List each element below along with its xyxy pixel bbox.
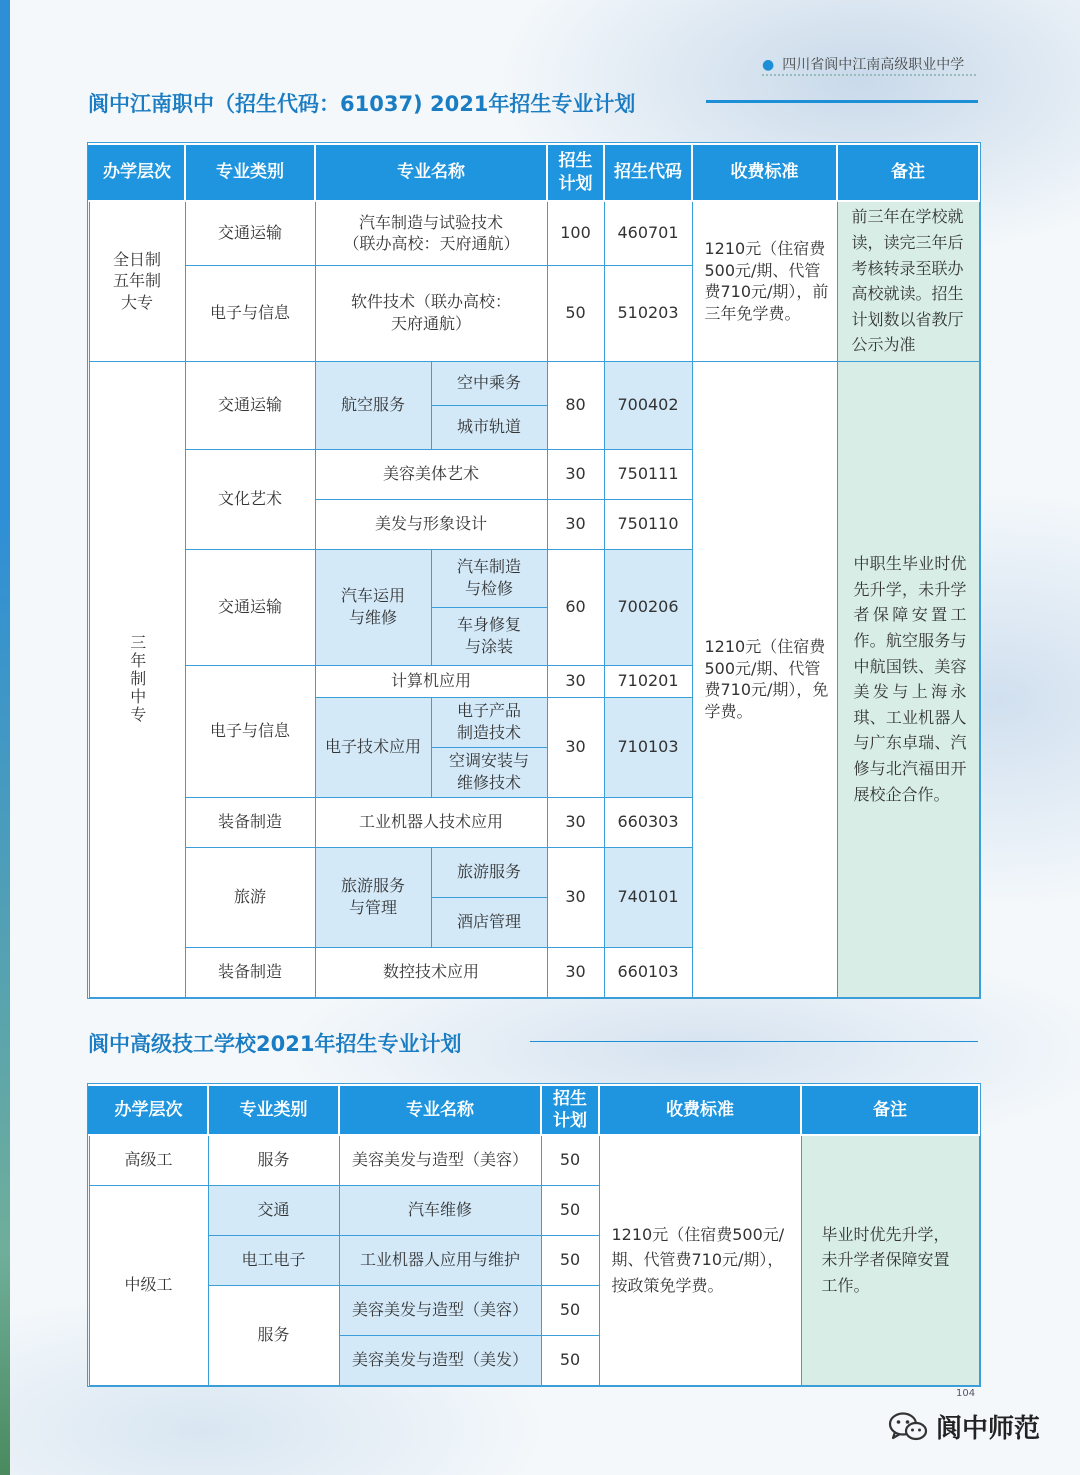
- name-cell: 美容美发与造型（美容）: [339, 1285, 541, 1335]
- plan-cell: 60: [547, 549, 604, 665]
- category-cell: 服务: [208, 1285, 339, 1385]
- category-cell: 电子与信息: [185, 665, 315, 797]
- name-cell: 美容美发与造型（美容）: [339, 1135, 541, 1185]
- school-header: [762, 54, 964, 74]
- plan-cell: 50: [541, 1135, 599, 1185]
- col-plan-top: 招生: [558, 151, 593, 172]
- level-cell: 高级工: [89, 1135, 208, 1185]
- col-category: 专业类别: [208, 1085, 339, 1135]
- section1-title: 阆中江南职中（招生代码：61037) 2021年招生专业计划: [88, 92, 636, 116]
- col-plan: [541, 1085, 599, 1135]
- name-cell: 汽车维修: [339, 1185, 541, 1235]
- code-cell: 460701: [604, 201, 692, 265]
- note-cell: 毕业时优先升学，未升学者保障安置工作。: [801, 1135, 979, 1385]
- major-cell: 电子技术应用: [315, 697, 431, 797]
- plan-cell: 50: [541, 1335, 599, 1385]
- fee-cell: 1210元（住宿费500元/期、代管费710元/期），前三年免学费。: [692, 201, 837, 361]
- level-cell: 全日制五年制大专: [89, 201, 185, 361]
- level-cell: 三年制中专: [89, 361, 185, 998]
- code-cell: 750111: [604, 449, 692, 499]
- category-cell: 电工电子: [208, 1235, 339, 1285]
- col-category: 专业类别: [185, 144, 315, 201]
- section2-header-row: [89, 1085, 979, 1135]
- brand-name: 阆中师范: [936, 1414, 1041, 1444]
- category-cell: 文化艺术: [185, 449, 315, 549]
- plan-cell: 30: [547, 449, 604, 499]
- section1-header-row: [89, 144, 979, 201]
- sub-cell: 电子产品制造技术: [431, 697, 547, 747]
- left-edge-strip: [0, 0, 10, 1475]
- col-plan-top: 招生: [553, 1088, 587, 1109]
- code-cell: 710103: [604, 697, 692, 797]
- sub-cell: 空中乘务: [431, 361, 547, 405]
- col-fee: 收费标准: [599, 1085, 801, 1135]
- major-cell: 汽车运用与维修: [315, 549, 431, 665]
- plan-cell: 30: [547, 697, 604, 797]
- plan-cell: 100: [547, 201, 604, 265]
- major-cell: 旅游服务与管理: [315, 847, 431, 947]
- section1-rule: [706, 100, 978, 103]
- category-cell: 交通运输: [185, 201, 315, 265]
- wechat-icon: [888, 1411, 928, 1443]
- section2-table: [88, 1084, 980, 1386]
- plan-cell: 50: [541, 1235, 599, 1285]
- spacer-cell: [185, 997, 604, 998]
- name-cell: 计算机应用: [315, 665, 547, 697]
- section2-rule: [530, 1041, 978, 1042]
- sub-cell: 旅游服务: [431, 847, 547, 897]
- code-cell: 710201: [604, 665, 692, 697]
- page-number: 104: [956, 1388, 976, 1399]
- plan-cell: 50: [547, 265, 604, 361]
- code-cell: 660103: [604, 947, 692, 997]
- code-cell: 700206: [604, 549, 692, 665]
- name-cell: 美发与形象设计: [315, 499, 547, 549]
- category-cell: 装备制造: [185, 947, 315, 997]
- section2-title: 阆中高级技工学校2021年招生专业计划: [88, 1032, 462, 1056]
- level-cell: 中级工: [89, 1185, 208, 1385]
- code-cell: 750110: [604, 499, 692, 549]
- col-level: 办学层次: [89, 1085, 208, 1135]
- sub-cell: 车身修复与涂装: [431, 607, 547, 665]
- col-note: 备注: [801, 1085, 979, 1135]
- col-plan-bottom: 计划: [553, 1111, 587, 1131]
- col-name: 专业名称: [315, 144, 547, 201]
- plan-cell: 80: [547, 361, 604, 449]
- sub-cell: 汽车制造与检修: [431, 549, 547, 607]
- sub-cell: 酒店管理: [431, 897, 547, 947]
- col-plan-bottom: 计划: [558, 173, 593, 194]
- note-cell: 前三年在学校就读，读完三年后考核转录至联办高校就读。招生计划数以省教厅公示为准: [837, 201, 979, 361]
- category-cell: 交通运输: [185, 361, 315, 449]
- name-cell: 美容美体艺术: [315, 449, 547, 499]
- category-cell: 交通: [208, 1185, 339, 1235]
- category-cell: 电子与信息: [185, 265, 315, 361]
- name-cell: 工业机器人技术应用: [315, 797, 547, 847]
- sub-cell: 空调安装与维修技术: [431, 747, 547, 797]
- bullet-icon: ●: [762, 57, 775, 73]
- plan-cell: 50: [541, 1285, 599, 1335]
- category-cell: 服务: [208, 1135, 339, 1185]
- col-code: 招生代码: [604, 144, 692, 201]
- col-level: 办学层次: [89, 144, 185, 201]
- plan-cell: 30: [547, 947, 604, 997]
- wechat-brand: [888, 1408, 1040, 1445]
- col-plan: [547, 144, 604, 201]
- plan-cell: 30: [547, 499, 604, 549]
- code-cell: 700402: [604, 361, 692, 449]
- note-cell: 中职生毕业时优先升学，未升学者保障安置工作。航空服务与中航国铁、美容美发与上海永琪、工业机器人与广东卓瑞、汽修与北汽福田开展校企合作。: [837, 361, 979, 998]
- fee-cell: 1210元（住宿费500元/期、代管费710元/期），免学费。: [692, 361, 837, 998]
- name-cell: 汽车制造与试验技术（联办高校：天府通航）: [315, 201, 547, 265]
- category-cell: 交通运输: [185, 549, 315, 665]
- category-cell: 装备制造: [185, 797, 315, 847]
- col-name: 专业名称: [339, 1085, 541, 1135]
- name-cell: 软件技术（联办高校：天府通航）: [315, 265, 547, 361]
- code-cell: 740101: [604, 847, 692, 947]
- major-cell: 航空服务: [315, 361, 431, 449]
- col-note: 备注: [837, 144, 979, 201]
- fee-cell: 1210元（住宿费500元/期、代管费710元/期），按政策免学费。: [599, 1135, 801, 1385]
- sub-cell: 城市轨道: [431, 405, 547, 449]
- table-row: [89, 1135, 979, 1185]
- plan-cell: 30: [547, 665, 604, 697]
- table-row: [89, 361, 979, 405]
- school-name: 四川省阆中江南高级职业中学: [782, 57, 965, 73]
- plan-cell: 50: [541, 1185, 599, 1235]
- table-row: [89, 201, 979, 265]
- name-cell: 工业机器人应用与维护: [339, 1235, 541, 1285]
- category-cell: 旅游: [185, 847, 315, 947]
- col-fee: 收费标准: [692, 144, 837, 201]
- name-cell: 数控技术应用: [315, 947, 547, 997]
- plan-cell: 30: [547, 797, 604, 847]
- code-cell: 510203: [604, 265, 692, 361]
- code-cell: 660303: [604, 797, 692, 847]
- name-cell: 美容美发与造型（美发）: [339, 1335, 541, 1385]
- header-divider: [762, 74, 976, 76]
- plan-cell: 30: [547, 847, 604, 947]
- section1-table: [88, 143, 980, 998]
